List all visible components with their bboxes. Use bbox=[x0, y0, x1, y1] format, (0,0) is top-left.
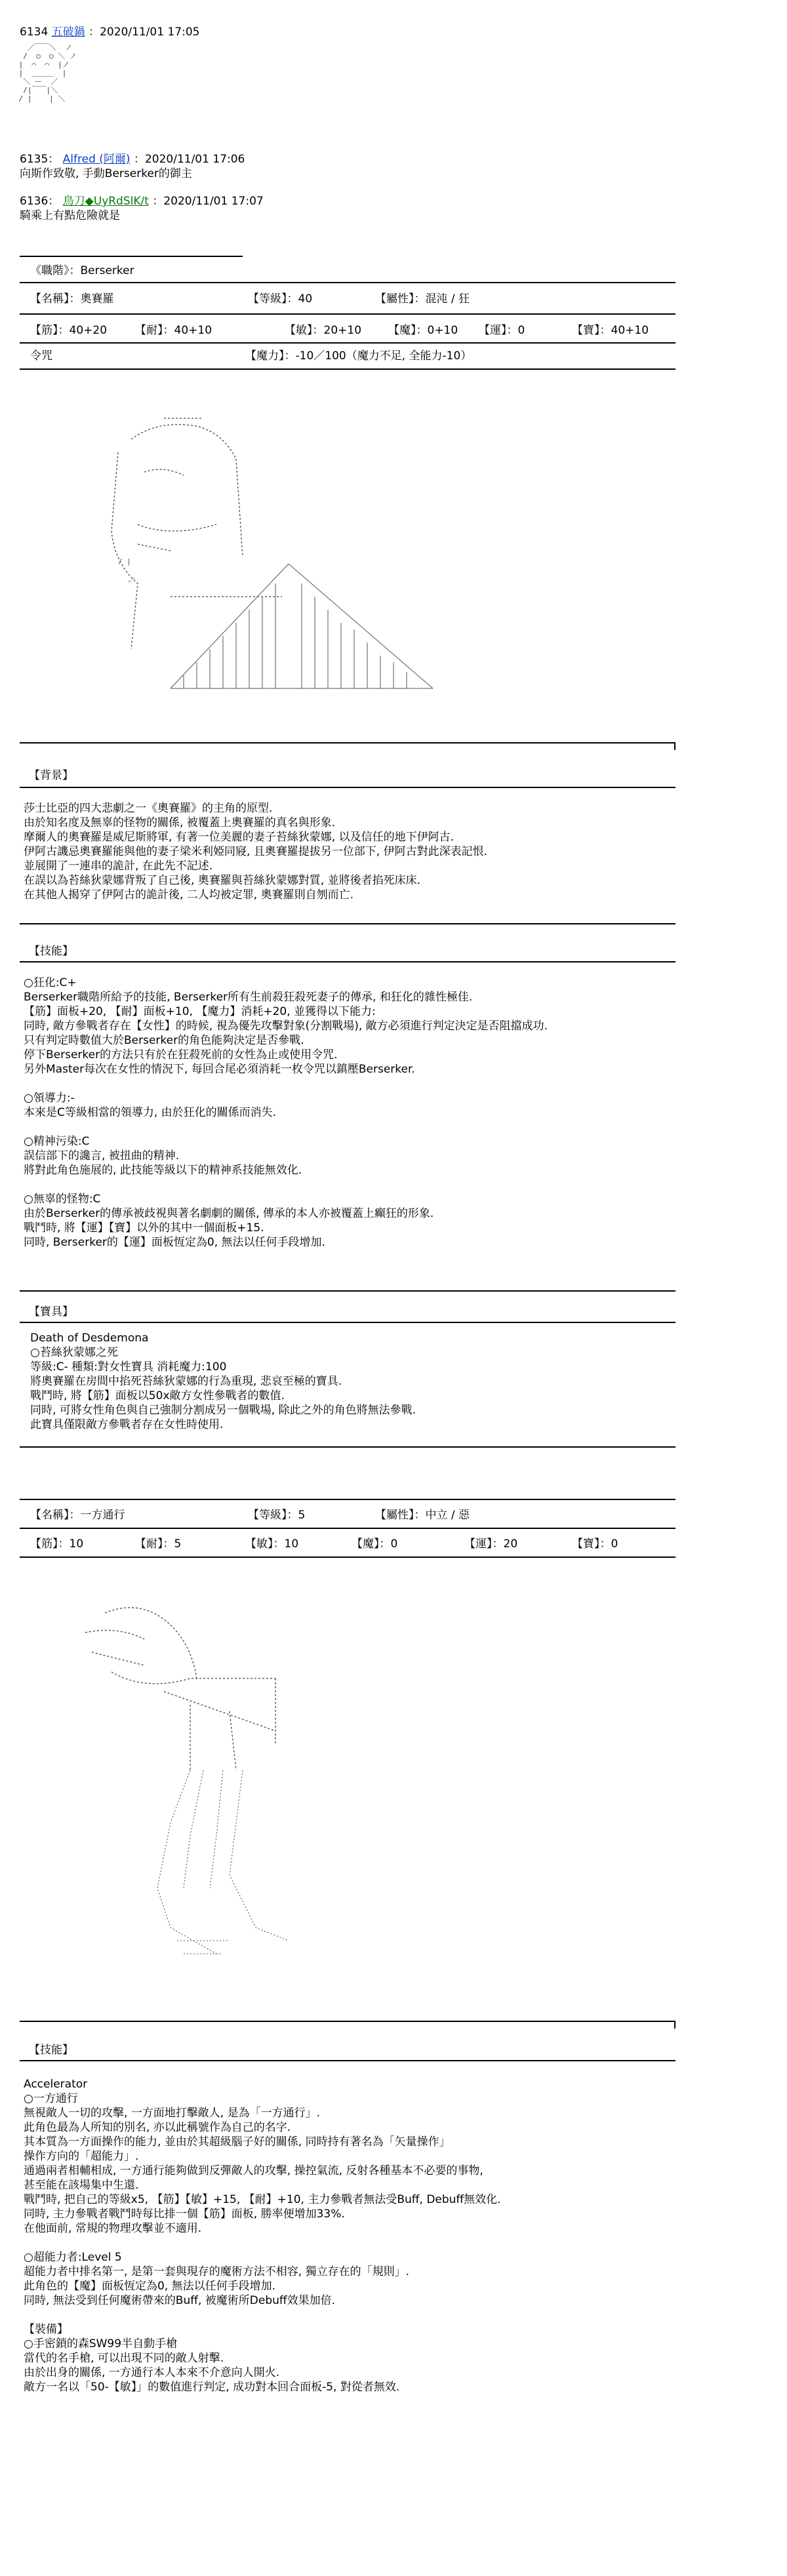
berserker-ascii-art bbox=[66, 413, 433, 702]
post-timestamp: ：2020/11/01 17:07 bbox=[152, 195, 264, 208]
post-6135 bbox=[20, 152, 767, 181]
post-body: 向斯作致敬, 手動Berserker的御主 bbox=[20, 167, 192, 180]
post-body: 騎乘上有點危險就是 bbox=[20, 209, 120, 222]
level-field: 【等級】：40 bbox=[248, 292, 313, 306]
end-field: 【耐】：40+10 bbox=[135, 324, 212, 337]
post-author-link[interactable]: 鳥刀◆UyRdSlK/t bbox=[62, 195, 149, 208]
background-title: 【背景】 bbox=[29, 769, 73, 782]
magic-field: 【魔力】：-10／100（魔力不足, 全能力-10） bbox=[245, 349, 472, 363]
post-6134 bbox=[20, 25, 767, 39]
command-seal-field: 令咒 bbox=[30, 349, 52, 363]
face-ascii-art: ／￣￣＼ ノ / ○ ○ ＼ ノ | ⌒ ⌒ |ノ | ＿＿＿ | ＼ ー ／ /|￣￣|＼ / | | ＼ bbox=[18, 43, 77, 103]
skills-text: ○狂化:C+ Berserker職階所給予的技能, Berserker所有生前殺狂殺死妻子的傳承, 和狂化的雜性極佳. 【筋】面板+20, 【耐】面板+10, 【魔力】消耗+20, 並獲得以下能力: 同時, 敵方參戰者存在【女性】的時候, 視為優先攻擊對象(分割戰場), 敵方必須進行判定決定是否阻擋成功. 只有判定時數值大於Berserker的角色能夠決定是否參戰. 停下Berserker的方法只有於在狂殺死前的女性為止或使用令咒. 另外Master每次在女性的情況下, 每回合尾必須消耗一枚令咒以鎮壓Berserker. ○領導力:- 本來是C等級相當的領導力, 由於狂化的關係而消失. ○精神污染:C 誤信部下的讒言, 被扭曲的精神. 將對此角色施展的, 此技能等級以下的精神系技能無效化. ○無辜的怪物:C 由於Berserker的傳承被歧視與著名劇劇的關係, 傳承的本人亦被覆蓋上癲狂的形象. 戰鬥時, 將【運】【寶】以外的其中一個面板+15. 同時, Berserker的【運】面板恆定為0, 無法以任何手段增加. bbox=[24, 976, 548, 1249]
post-number: 6134 bbox=[20, 26, 49, 39]
background-text: 莎士比亞的四大悲劇之一《奧賽羅》的主角的原型. 由於知名度及無辜的怪物的關係, 被覆蓋上奧賽羅的真名與形象. 摩爾人的奧賽羅是威尼斯將軍, 有著一位美麗的妻子苔絲狄蒙娜, 以及信任的地下伊阿古. 伊阿古譏忌奧賽羅能與他的妻子梁米利婭同寢, 且奧賽羅提拔另一位部下, 伊阿古對此深表記恨. 並展開了一連串的詭計, 在此先不記述. 在誤以為苔絲狄蒙娜背叛了自己後, 奧賽羅與苔絲狄蒙娜對質, 並將後者掐死床床. 在其他人揭穿了伊阿古的詭計後, 二人均被定罪, 奧賽羅則自刎而亡. bbox=[24, 802, 488, 902]
divider bbox=[20, 1290, 676, 1292]
divider bbox=[20, 1446, 676, 1448]
post-number: 6135 bbox=[20, 153, 49, 166]
alignment-field: 【屬性】：混沌 / 狂 bbox=[375, 292, 470, 306]
divider bbox=[20, 2021, 676, 2022]
svg-text:/ |: / | bbox=[118, 557, 131, 566]
luck-field: 【運】：20 bbox=[464, 1537, 518, 1551]
np-field: 【寶】：0 bbox=[572, 1537, 618, 1551]
accelerator-ascii-art bbox=[59, 1600, 374, 1967]
skills-title: 【技能】 bbox=[29, 2044, 73, 2057]
svg-text:ｰ'ﾞ: ｰ'ﾞ bbox=[128, 577, 137, 585]
divider bbox=[20, 2060, 676, 2061]
agi-field: 【敏】：10 bbox=[245, 1537, 299, 1551]
np-title: 【寶具】 bbox=[29, 1305, 73, 1318]
name-field: 【名稱】：奧賽羅 bbox=[30, 292, 114, 306]
post-timestamp: ：2020/11/01 17:05 bbox=[89, 26, 200, 39]
post-header: 6135： Alfred (阿爾) ：2020/11/01 17:06 bbox=[20, 153, 245, 166]
mana-field: 【魔】：0+10 bbox=[388, 324, 458, 337]
post-number: 6136 bbox=[20, 195, 49, 208]
str-field: 【筋】：40+20 bbox=[30, 324, 108, 337]
name-field: 【名稱】：一方通行 bbox=[30, 1509, 125, 1522]
post-timestamp: ：2020/11/01 17:06 bbox=[133, 153, 245, 166]
post-header bbox=[20, 25, 767, 39]
luck-field: 【運】：0 bbox=[479, 324, 525, 337]
alignment-field: 【屬性】：中立 / 惡 bbox=[375, 1509, 470, 1522]
divider bbox=[674, 742, 676, 750]
level-field: 【等級】：5 bbox=[248, 1509, 306, 1522]
end-field: 【耐】：5 bbox=[135, 1537, 182, 1551]
np-field: 【寶】：40+10 bbox=[572, 324, 649, 337]
divider bbox=[20, 787, 676, 788]
divider bbox=[674, 2021, 676, 2029]
skills-text: Accelerator ○一方通行 無視敵人一切的攻擊, 一方面地打擊敵人, 是為「一方通行」. 此角色最為人所知的別名, 亦以此稱號作為自己的名字. 其本質為一方面操作的能力, 並由於其超級腦子好的關係, 同時持有著名為「矢量操作」 操作方向的「超能力」. 通過兩者相輔相成, 一方通行能夠做到反彈敵人的攻擊, 操控氣流, 反射各種基本不必要的事物, 甚至能在該場集中生還. 戰鬥時, 把自己的等級x5, 【筋】【敏】+15, 【耐】+10, 主力參戰者無法受Buff, Debuff無效化. 同時, 主力參戰者戰鬥時每比排一個【筋】面板, 勝率便增加33%. 在他面前, 常規的物理攻擊並不適用. ○超能力者:Level 5 超能力者中排名第一, 是第一套與現存的魔術方法不相容, 獨立存在的「規則」. 此角色的【魔】面板恆定為0, 無法以任何手段增加. 同時, 無法受到任何魔術帶來的Buff, 被魔術所Debuff效果加倍. 【裝備】 ○手密鎖的森SW99半自動手槍 當代的名手槍, 可以出現不同的敵人射擊. 由於出身的關係, 一方通行本人本來不介意向人開火. 敵方一名以「50-【敏】」的數值進行判定, 成功對本回合面板-5, 對從者無效. bbox=[24, 2078, 501, 2394]
divider bbox=[20, 1322, 676, 1323]
divider bbox=[20, 961, 676, 962]
mana-field: 【魔】：0 bbox=[352, 1537, 398, 1551]
divider bbox=[20, 742, 676, 743]
post-author-link[interactable]: Alfred (阿爾) bbox=[62, 153, 131, 166]
post-header: 6136： 鳥刀◆UyRdSlK/t ：2020/11/01 17:07 bbox=[20, 195, 264, 208]
post-6136 bbox=[20, 194, 767, 223]
skills-title: 【技能】 bbox=[29, 945, 73, 958]
divider bbox=[20, 923, 676, 924]
str-field: 【筋】：10 bbox=[30, 1537, 84, 1551]
agi-field: 【敏】：20+10 bbox=[285, 324, 362, 337]
np-text: Death of Desdemona ○苔絲狄蒙娜之死 等級:C- 種類:對女性寶具 消耗魔力:100 將奧賽羅在房間中掐死苔絲狄蒙娜的行為重現, 悲哀至極的寶具. 戰鬥時, 將【筋】面板以50x敵方女性參戰者的數值. 同時, 可將女性角色與自己強制分割成另一個戰場, 除此之外的角色將無法參戰. 此寶具僅限敵方參戰者存在女性時使用. bbox=[30, 1332, 416, 1431]
post-author-link[interactable]: 五破鍋 bbox=[51, 26, 85, 39]
class-label: 《職階》：Berserker bbox=[30, 264, 134, 277]
